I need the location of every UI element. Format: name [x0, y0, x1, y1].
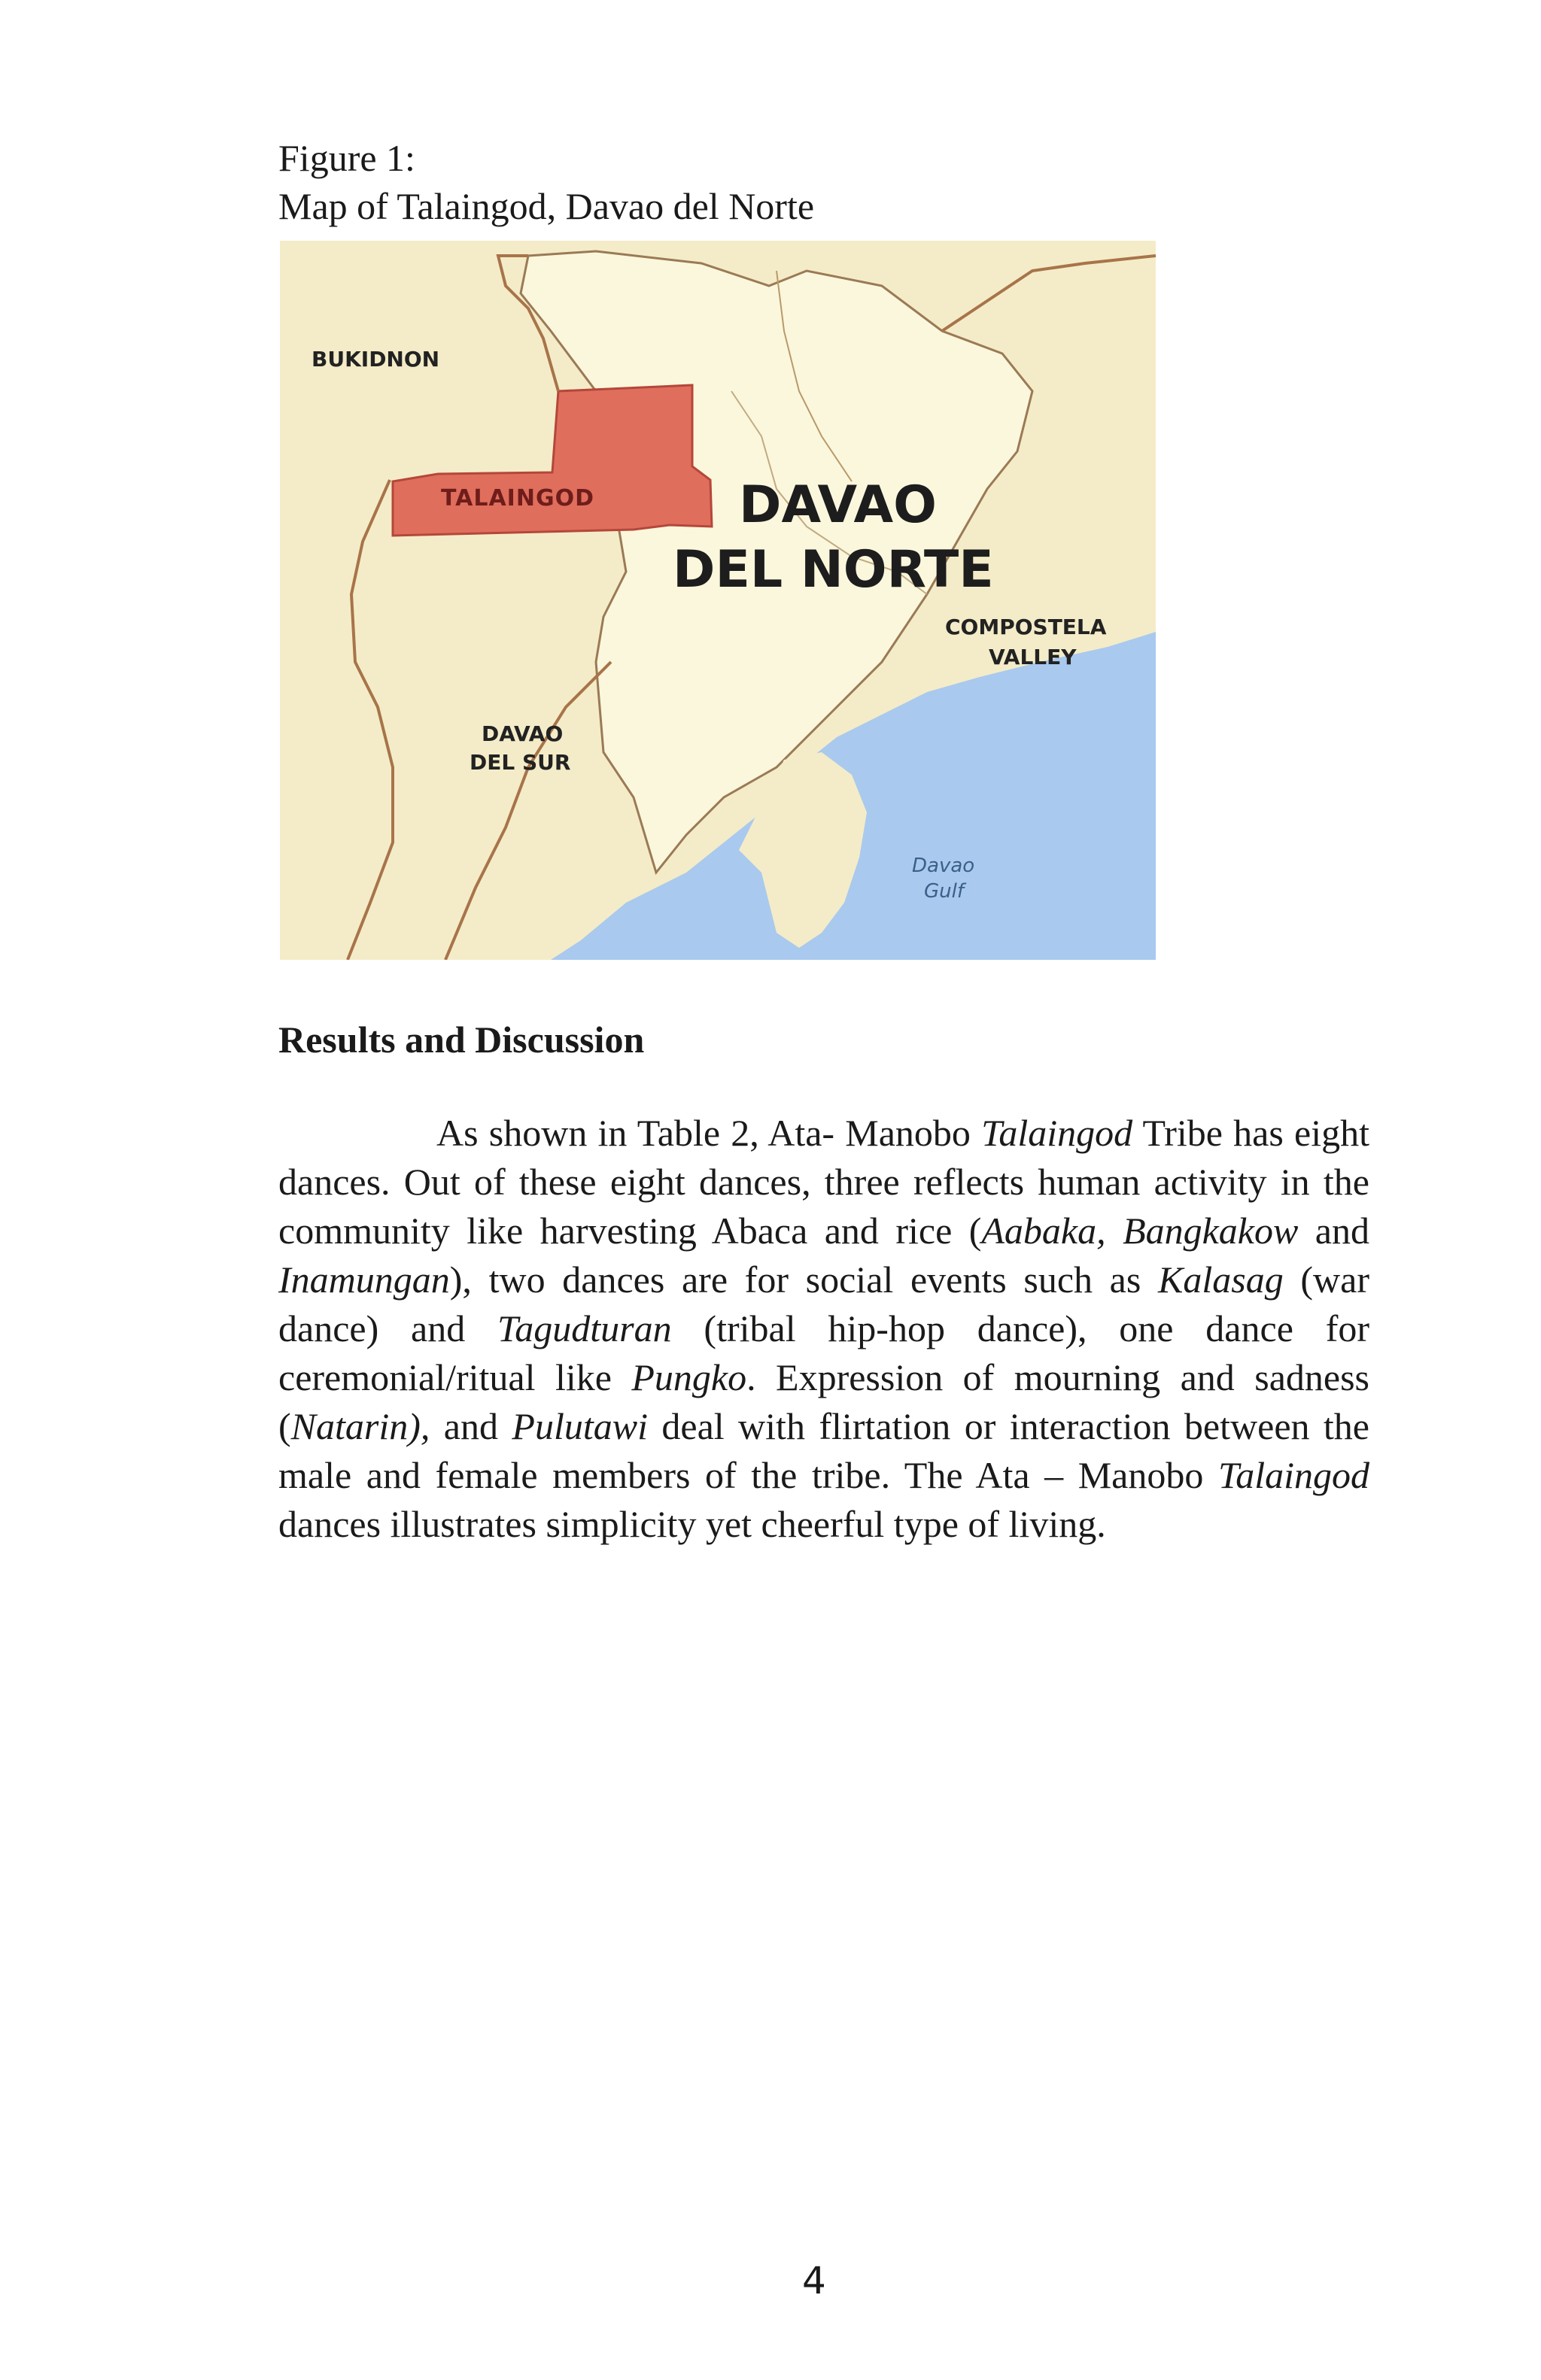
map-label-gulf-line2: Gulf	[924, 880, 965, 903]
text-run: (tribal hip-hop dance), one dance for ceremonial/ritual like	[278, 1307, 1369, 1398]
italic-term: Talaingod	[981, 1112, 1133, 1154]
map-label-del-norte: DEL NORTE	[673, 540, 994, 600]
text-run: . Expression of mourning and sadness (	[278, 1356, 1369, 1447]
italic-term: Talaingod	[1217, 1454, 1369, 1496]
italic-term: Kalasag	[1158, 1258, 1284, 1301]
map-label-talaingod: TALAINGOD	[441, 485, 594, 512]
italic-term: Aabaka, Bangkakow	[981, 1210, 1299, 1252]
italic-term: Pungko	[631, 1356, 747, 1398]
map-label-davao-sur-line2: DEL SUR	[470, 750, 571, 775]
paragraph-text	[278, 1109, 1369, 1549]
map-label-davao: DAVAO	[739, 475, 937, 535]
text-run: As shown in Table 2, Ata- Manobo	[436, 1112, 982, 1154]
italic-term: Natarin),	[290, 1405, 430, 1447]
figure-caption-title: Map of Talaingod, Davao del Norte	[278, 185, 815, 227]
map-label-gulf-line1: Davao	[912, 855, 975, 877]
page-number: 4	[802, 2259, 826, 2303]
map-label-davao-sur-line1: DAVAO	[482, 721, 564, 746]
map-label-bukidnon: BUKIDNON	[312, 347, 440, 372]
italic-term: Inamungan	[278, 1258, 450, 1301]
figure-caption-number: Figure 1:	[278, 137, 415, 179]
map-figure	[280, 241, 1156, 960]
text-run: dances illustrates simplicity yet cheerful type of living.	[278, 1503, 1106, 1545]
text-run: and	[430, 1405, 512, 1447]
section-heading: Results and Discussion	[278, 1018, 645, 1061]
text-run: (war dance) and	[278, 1258, 1369, 1349]
map-label-compostela: COMPOSTELA	[945, 615, 1107, 639]
text-run: Tribe has eight dances. Out of these eight dances, three reflects human activity in the community like harvesting Abaca and rice (	[278, 1112, 1369, 1252]
text-run: ), two dances are for social events such as	[449, 1258, 1159, 1301]
text-run: and	[1298, 1210, 1369, 1252]
text-run: deal with flirtation or interaction between the male and female members of the tribe. The Ata – Manobo	[278, 1405, 1369, 1496]
body-paragraph	[278, 1109, 1369, 1549]
map-label-valley: VALLEY	[989, 645, 1077, 669]
italic-term: Tagudturan	[497, 1307, 672, 1349]
italic-term: Pulutawi	[512, 1405, 648, 1447]
